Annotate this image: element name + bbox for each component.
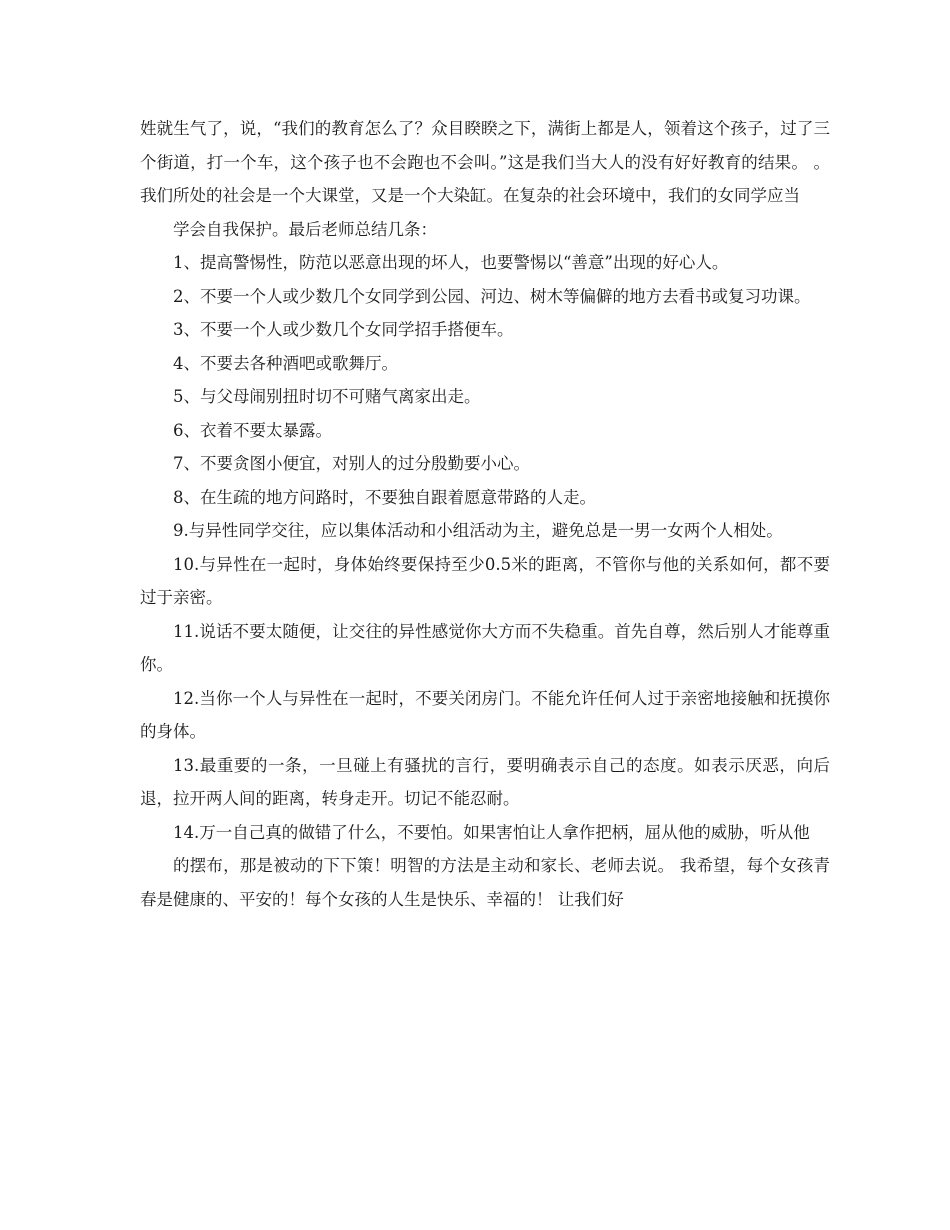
list-item: 3、不要一个人或少数几个女同学招手搭便车。 xyxy=(173,320,514,339)
list-item: 1、提高警惕性，防范以恶意出现的坏人，也要警惕以“善意”出现的好心人。 xyxy=(173,253,729,272)
list-item: 9.与异性同学交往，应以集体活动和小组活动为主，避免总是一男一女两个人相处。 xyxy=(173,521,783,540)
paragraph-summary-lead: 学会自我保护。最后老师总结几条： xyxy=(173,219,437,239)
list-item: 14.万一自己真的做错了什么，不要怕。如果害怕让人拿作把柄，屈从他的威胁，听从他 xyxy=(173,822,810,842)
list-item: 2、不要一个人或少数几个女同学到公园、河边、树木等偏僻的地方去看书或复习功课。 xyxy=(173,286,811,306)
list-item: 11.说话不要太随便，让交往的异性感觉你大方而不失稳重。首先自尊，然后别人才能尊重你。 xyxy=(140,621,830,674)
list-item: 7、不要贪图小便宜，对别人的过分殷勤要小心。 xyxy=(173,454,530,473)
list-item: 8、在生疏的地方问路时，不要独自跟着愿意带路的人走。 xyxy=(173,487,596,507)
list-item: 10.与异性在一起时，身体始终要保持至少0.5米的距离，不管你与他的关系如何，都不要过于亲密。 xyxy=(140,554,830,607)
list-item: 4、不要去各种酒吧或歌舞厅。 xyxy=(173,353,398,373)
document-body xyxy=(140,112,830,916)
list-item: 6、衣着不要太暴露。 xyxy=(173,420,332,440)
list-item: 12.当你一个人与异性在一起时，不要关闭房门。不能允许任何人过于亲密地接触和抚摸你的身体。 xyxy=(140,688,830,741)
list-item: 5、与父母闹别扭时切不可赌气离家出走。 xyxy=(173,387,481,406)
paragraph-closing: 的摆布，那是被动的下下策！明智的方法是主动和家长、老师去说。 我希望，每个女孩青春是健康的、平安的！每个女孩的人生是快乐、幸福的！ 让我们好 xyxy=(140,856,830,909)
list-item: 13.最重要的一条，一旦碰上有骚扰的言行，要明确表示自己的态度。如表示厌恶，向后退，拉开两人间的距离，转身走开。切记不能忍耐。 xyxy=(140,755,830,808)
paragraph-intro: 姓就生气了，说，“我们的教育怎么了？众目睽睽之下，满街上都是人，领着这个孩子，过了三个街道，打一个车，这个孩子也不会跑也不会叫。”这是我们当大人的没有好好教育的结果。 。我们所处的社会是一个大课堂，又是一个大染缸。在复杂的社会环境中，我们的女同学应当 xyxy=(140,119,830,205)
